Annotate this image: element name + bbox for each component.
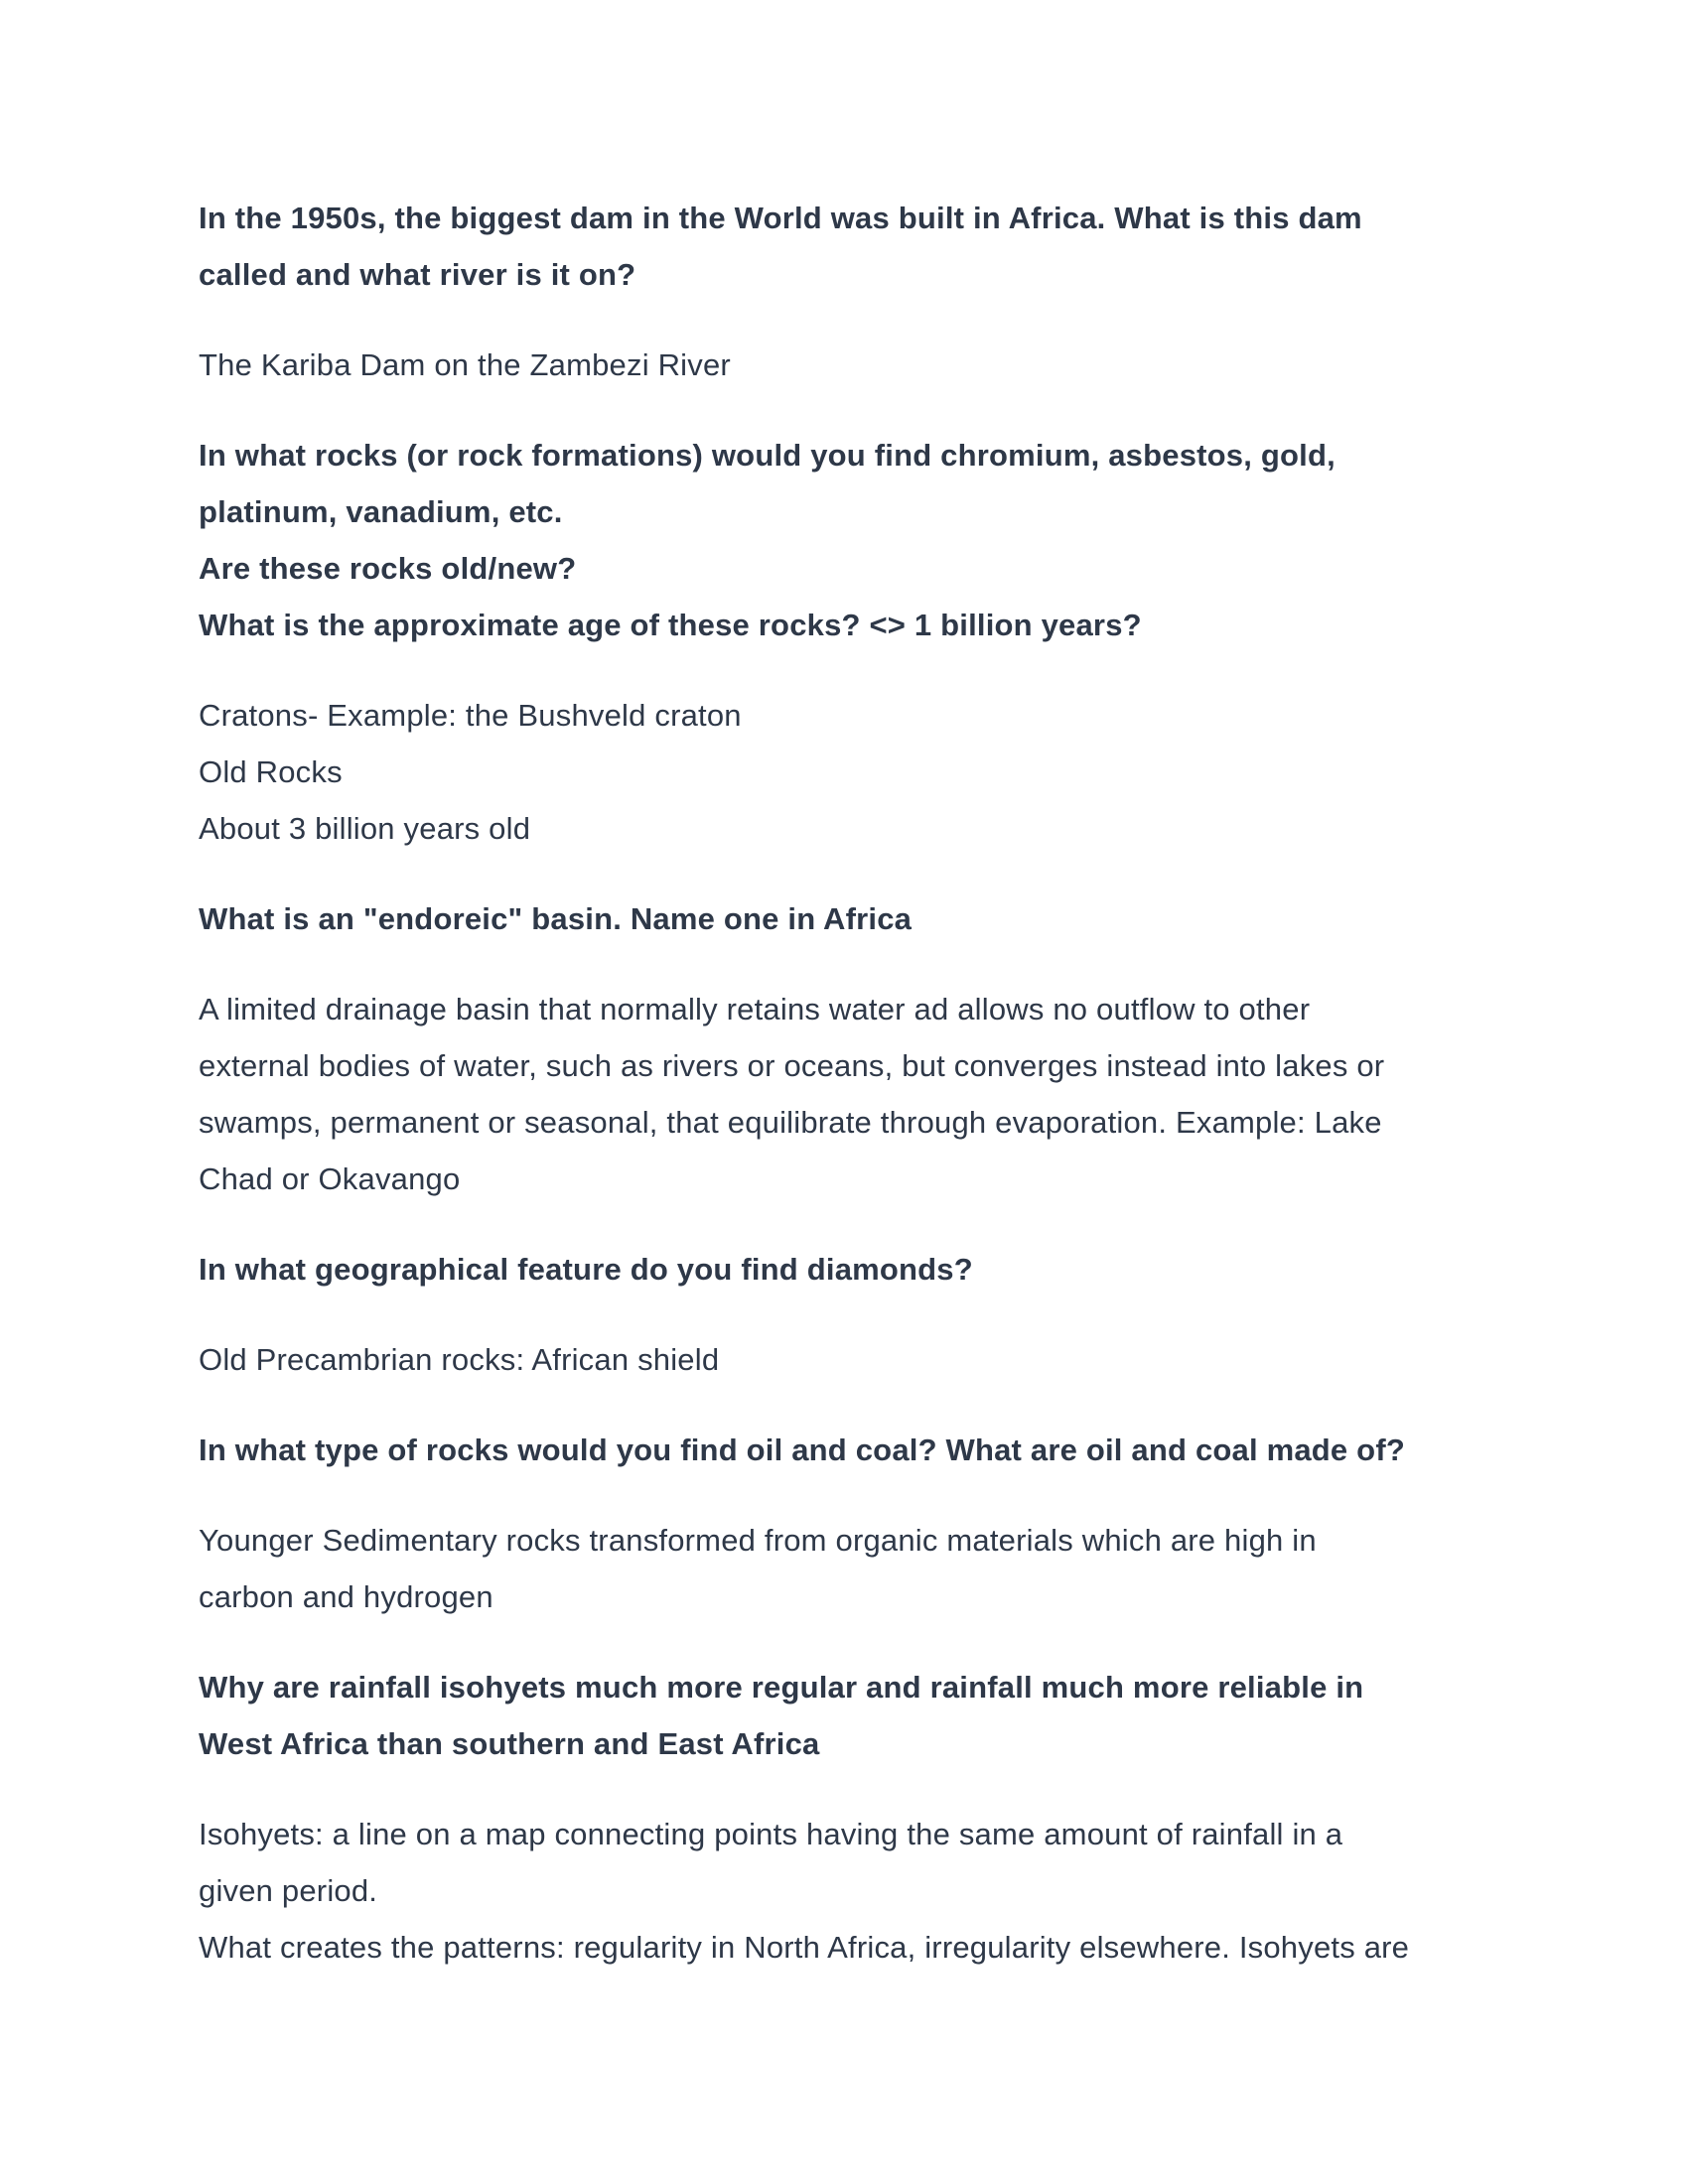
question-block-oil-coal [199,1422,1489,1478]
question-line: What is the approximate age of these rocks? <> 1 billion years? [199,608,1142,642]
question-line: In what type of rocks would you find oil and coal? What are oil and coal made of? [199,1433,1405,1467]
question-line: platinum, vanadium, etc. [199,494,563,529]
answer-line: swamps, permanent or seasonal, that equilibrate through evaporation. Example: Lake [199,1105,1382,1140]
answer-line: Old Rocks [199,754,343,789]
answer-block-dam [199,337,1489,393]
answer-line: Old Precambrian rocks: African shield [199,1342,720,1377]
question-line: What is an "endoreic" basin. Name one in Africa [199,901,913,936]
answer-line: What creates the patterns: regularity in North Africa, irregularity elsewhere. Isohyets are [199,1930,1410,1965]
question-line: In what geographical feature do you find diamonds? [199,1252,973,1287]
question-line: In what rocks (or rock formations) would you find chromium, asbestos, gold, [199,438,1336,473]
question-block-rocks-minerals [199,427,1489,653]
answer-line: carbon and hydrogen [199,1579,493,1614]
question-line: In the 1950s, the biggest dam in the World was built in Africa. What is this dam [199,201,1362,235]
answer-line: Isohyets: a line on a map connecting points having the same amount of rainfall in a [199,1817,1343,1851]
answer-line: Cratons- Example: the Bushveld craton [199,698,742,733]
answer-line: Younger Sedimentary rocks transformed from organic materials which are high in [199,1523,1317,1558]
question-line: West Africa than southern and East Africa [199,1726,820,1761]
question-block-dam [199,190,1489,303]
answer-block-endoreic [199,981,1489,1207]
question-line: Are these rocks old/new? [199,551,577,586]
answer-block-diamonds [199,1331,1489,1388]
question-line: Why are rainfall isohyets much more regular and rainfall much more reliable in [199,1670,1364,1705]
question-line: called and what river is it on? [199,257,636,292]
question-block-diamonds [199,1241,1489,1297]
answer-line: Chad or Okavango [199,1161,461,1196]
answer-line: The Kariba Dam on the Zambezi River [199,347,731,382]
question-block-isohyets [199,1659,1489,1772]
answer-line: About 3 billion years old [199,811,531,846]
answer-block-isohyets [199,1806,1489,1976]
answer-block-cratons [199,687,1489,857]
answer-line: given period. [199,1873,378,1908]
answer-line: external bodies of water, such as rivers or oceans, but converges instead into lakes or [199,1048,1385,1083]
answer-block-oil-coal [199,1512,1489,1625]
question-block-endoreic [199,890,1489,947]
answer-line: A limited drainage basin that normally retains water ad allows no outflow to other [199,992,1311,1026]
